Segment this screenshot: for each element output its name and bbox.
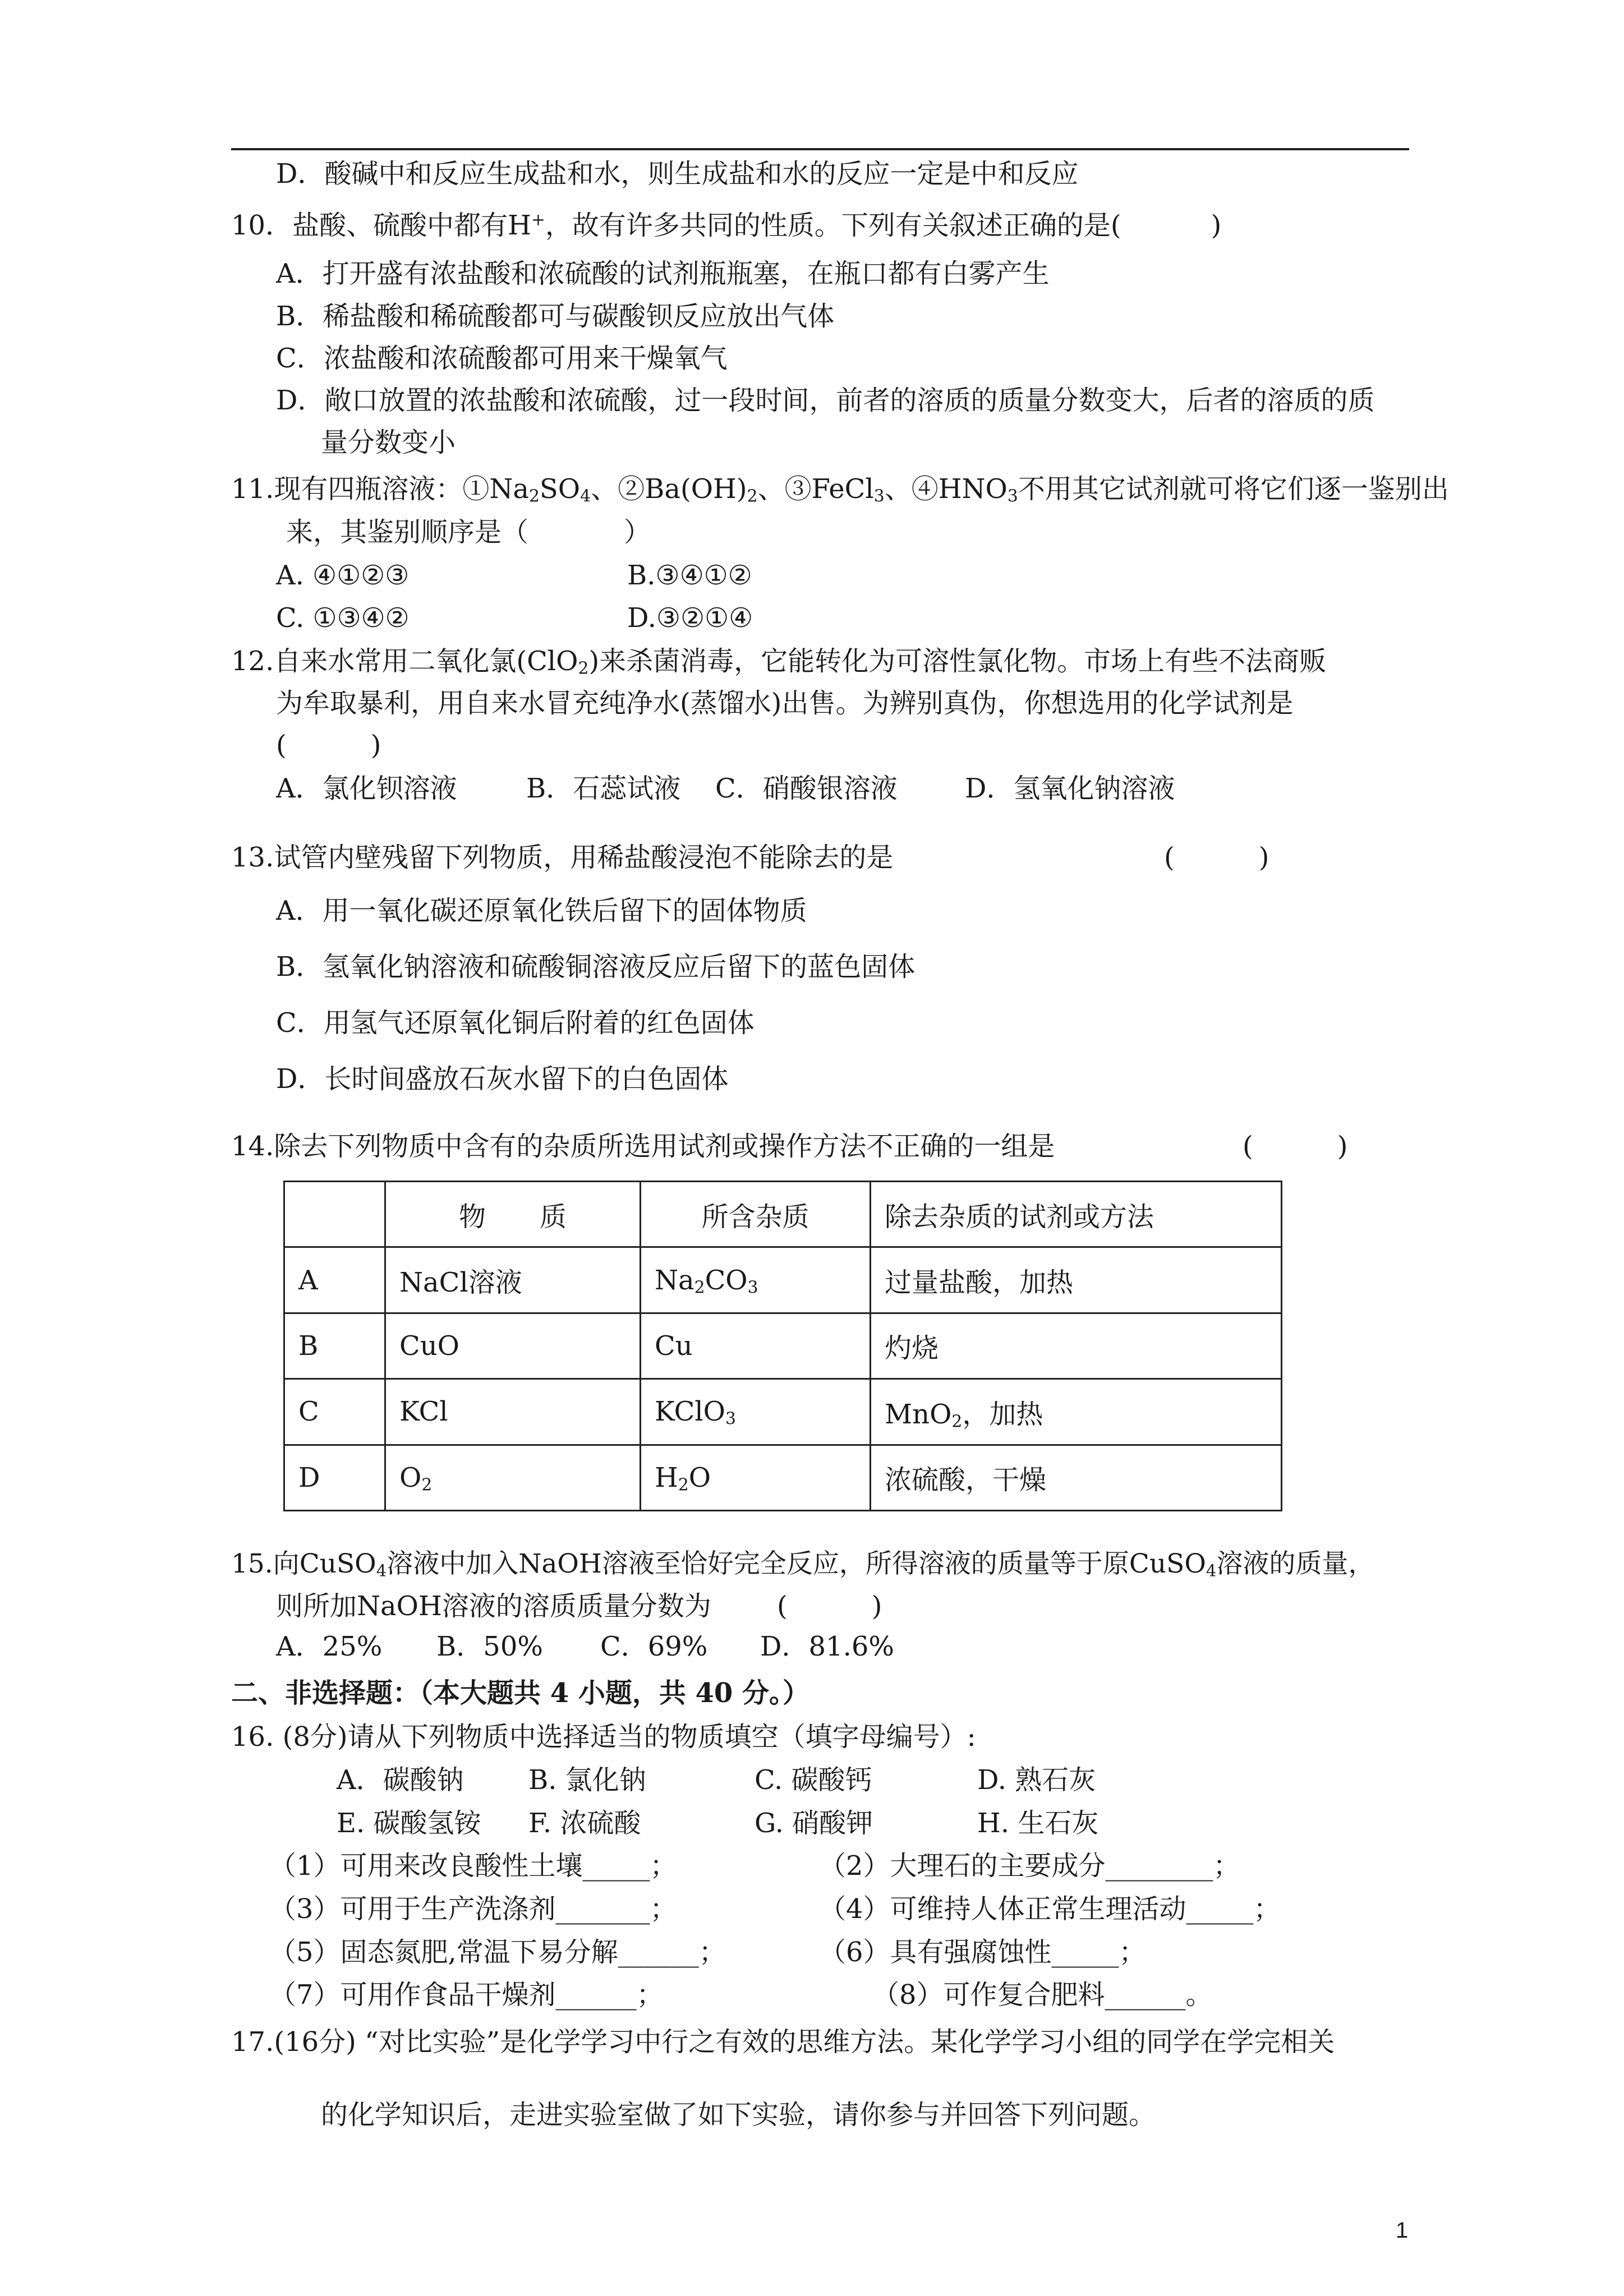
q13-stem: 13.试管内壁残留下列物质，用稀盐酸浸泡不能除去的是 [231,842,894,873]
table-header-cell: 物 质 [385,1182,641,1247]
table-header-cell: 所含杂质 [641,1182,871,1247]
q15-option-a: A．25% [276,1631,383,1662]
table-cell: B [284,1313,385,1378]
q16-item: （3）可用于生产洗涤剂_______； [269,1893,677,1925]
q16-option: B. 氯化钠 [528,1764,646,1796]
q16-item: （4）可维持人体正常生理活动_____； [819,1893,1281,1925]
q16-option: F. 浓硫酸 [528,1808,641,1839]
table-header-row [284,1182,1282,1247]
q15-answer-paren: ( ) [777,1590,882,1622]
q16-stem: 16. (8分)请从下列物质中选择适当的物质填空（填字母编号）: [231,1721,976,1753]
q16-option: C. 碳酸钙 [755,1764,872,1796]
q11-option-b: B.③④①② [627,560,752,591]
q12-option-b: B．石蕊试液 [526,773,681,804]
q10-stem: 10．盐酸、硫酸中都有H+，故有许多共同的性质。下列有关叙述正确的是( ) [231,210,1222,241]
q9-option-d: D．酸碱中和反应生成盐和水，则生成盐和水的反应一定是中和反应 [276,158,1079,190]
q15-option-b: B．50% [436,1631,543,1662]
q14-stem: 14.除去下列物质中含有的杂质所选用试剂或操作方法不正确的一组是 [231,1131,1055,1162]
page-number: 1 [1396,2218,1409,2243]
q12-option-d: D．氢氧化钠溶液 [965,773,1175,804]
q15-stem: 15.向CuSO$_4$溶液中加入NaOH溶液至恰好完全反应，所得溶液的质量等于原CuSO$_4$溶液的质量， [231,1548,1375,1580]
q12-option-a: A．氯化钡溶液 [276,773,457,804]
q15-option-c: C．69% [600,1631,708,1662]
table-header-cell [284,1182,385,1247]
q16-item: （5）固态氮肥,常温下易分解______； [269,1937,726,1968]
q17-stem-line1: 17.(16分) “对比实验”是化学学习中行之有效的思维方法。某化学学习小组的同学在学完相关 [231,2026,1335,2058]
q16-option: E. 碳酸氢铵 [337,1808,481,1839]
q17-stem-line2: 的化学知识后，走进实验室做了如下实验，请你参与并回答下列问题。 [321,2099,1156,2131]
q15-stem-line2: 则所加NaOH溶液的溶质质量分数为 [276,1590,711,1622]
q16-option: G. 硝酸钾 [755,1808,873,1839]
q13-option-b: B．氢氧化钠溶液和硫酸铜溶液反应后留下的蓝色固体 [276,951,915,983]
q16-item: （6）具有强腐蚀性_____； [819,1937,1146,1968]
q11-option-a: A. ④①②③ [276,560,410,591]
q15-option-d: D．81.6% [760,1631,894,1662]
header-rule [231,148,1409,150]
table-row [284,1313,1282,1378]
table-cell: KClO$_3$ [641,1379,871,1445]
table-row [284,1247,1282,1313]
q10-option-b: B．稀盐酸和稀硫酸都可与碳酸钡反应放出气体 [276,301,835,332]
q13-option-c: C．用氢气还原氧化铜后附着的红色固体 [276,1007,755,1039]
table-cell: KCl [385,1379,641,1445]
table-cell: CuO [385,1313,641,1378]
table-cell: $H_2O$ [641,1445,871,1510]
q16-item: （8）可作复合肥料______。 [872,1979,1213,2011]
q16-item: （1）可用来改良酸性土壤_____； [269,1850,677,1882]
q14-answer-paren: ( ) [1243,1131,1348,1162]
q10-option-c: C．浓盐酸和浓硫酸都可用来干燥氧气 [276,343,728,374]
q11-stem-line2: 来，其鉴别顺序是（ ） [286,517,651,548]
table-cell: MnO$_2$，加热 [871,1379,1282,1445]
section-2-heading: 二、非选择题：（本大题共 4 小题，共 40 分。） [231,1677,810,1709]
q11-option-c: C. ①③④② [276,602,410,634]
table-cell: A [284,1247,385,1313]
q12-option-c: C．硝酸银溶液 [715,773,898,804]
q12-stem-line2: 为牟取暴利，用自来水冒充纯净水(蒸馏水)出售。为辨别真伪，你想选用的化学试剂是 [276,688,1294,719]
table-row [284,1379,1282,1445]
q11-stem: 11.现有四瓶溶液：$①Na_2SO_4$、$②Ba(OH)_2$、③FeCl$_3$、$④HNO_3$不用其它试剂就可将它们逐一鉴别出 [231,473,1449,506]
q12-answer-paren: ( ) [276,730,381,761]
table-row [284,1445,1282,1510]
q10-option-d-line2: 量分数变小 [321,427,456,458]
q16-item: （2）大理石的主要成分________； [819,1850,1240,1882]
table-cell: Cu [641,1313,871,1378]
q11-option-d: D.③②①④ [627,602,753,634]
table-cell: $Na_2CO_3$ [641,1247,871,1313]
table-cell: 灼烧 [871,1313,1282,1378]
q13-option-a: A．用一氧化碳还原氧化铁后留下的固体物质 [276,895,807,926]
q12-stem: 12.自来水常用二氧化氯(ClO$_2$)来杀菌消毒，它能转化为可溶性氯化物。市场上有些不法商贩 [231,646,1327,679]
table-cell: 过量盐酸，加热 [871,1247,1282,1313]
table-cell: 浓硫酸，干燥 [871,1445,1282,1510]
q16-option: A．碳酸钠 [337,1764,464,1796]
table-cell: C [284,1379,385,1445]
q16-option: H. 生石灰 [977,1808,1099,1839]
impurity-table [283,1181,1282,1511]
q16-option: D. 熟石灰 [977,1764,1096,1796]
table-cell: D [284,1445,385,1510]
q10-option-a: A．打开盛有浓盐酸和浓硫酸的试剂瓶瓶塞，在瓶口都有白雾产生 [276,258,1050,289]
table-header-cell: 除去杂质的试剂或方法 [871,1182,1282,1247]
q16-item: （7）可用作食品干燥剂______； [269,1979,664,2011]
q13-answer-paren: ( ) [1164,842,1269,873]
table-cell: NaCl溶液 [385,1247,641,1313]
q13-option-d: D．长时间盛放石灰水留下的白色固体 [276,1063,729,1095]
table-cell: $O_2$ [385,1445,641,1510]
q10-option-d-line1: D．敞口放置的浓盐酸和浓硫酸，过一段时间，前者的溶质的质量分数变大，后者的溶质的质 [276,385,1375,416]
